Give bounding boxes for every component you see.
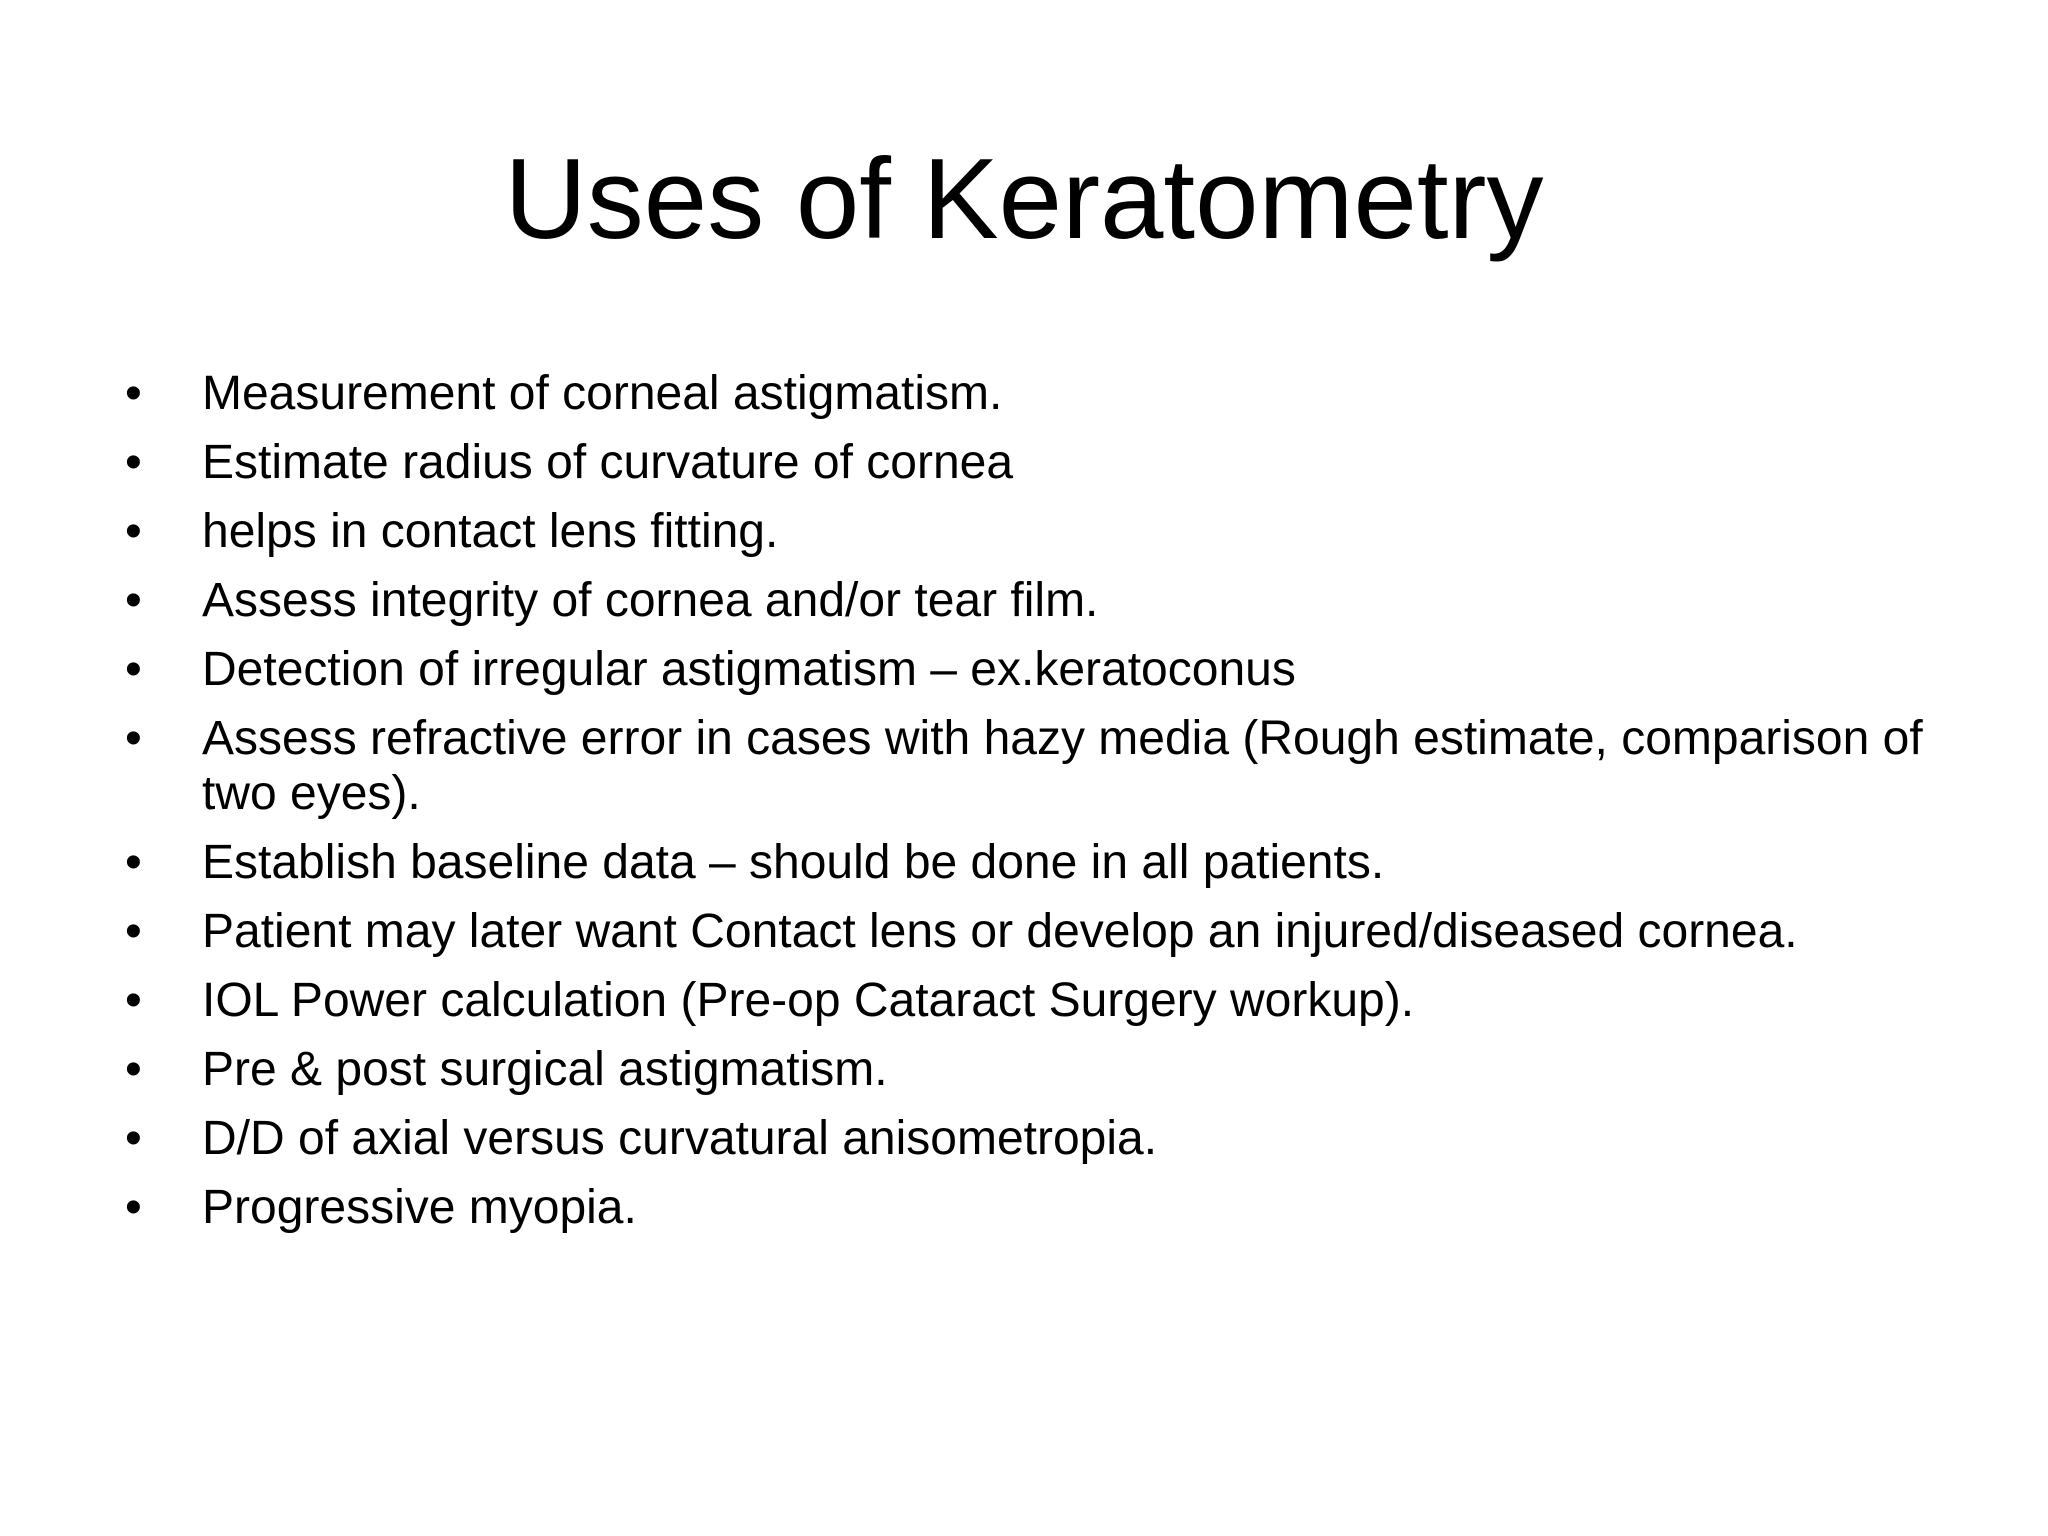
bullet-text: helps in contact lens fitting.: [202, 505, 779, 558]
bullet-item-5: [125, 642, 1985, 697]
bullet-text: Assess refractive error in cases with hazy media (Rough estimate, comparison of two eyes).: [202, 712, 1923, 820]
bullet-text: Progressive myopia.: [202, 1181, 637, 1234]
bullet-text: Detection of irregular astigmatism – ex.keratoconus: [202, 643, 1296, 696]
bullet-icon: •: [125, 1043, 142, 1096]
bullet-item-12: [125, 1180, 1985, 1235]
slide-title: Uses of Keratometry: [504, 136, 1544, 263]
bullet-icon: •: [125, 574, 142, 627]
bullet-text: Patient may later want Contact lens or develop an injured/diseased cornea.: [202, 905, 1798, 958]
bullet-item-2: [125, 435, 1985, 490]
bullet-text: Assess integrity of cornea and/or tear film.: [202, 574, 1099, 627]
bullet-item-4: [125, 573, 1985, 628]
bullet-item-6: [125, 711, 1985, 821]
bullet-icon: •: [125, 436, 142, 489]
bullet-item-1: [125, 366, 1985, 421]
bullet-item-8: [125, 904, 1985, 959]
bullet-text: D/D of axial versus curvatural anisometropia.: [202, 1112, 1158, 1165]
bullet-icon: •: [125, 836, 142, 889]
bullet-item-10: [125, 1042, 1985, 1097]
bullet-icon: •: [125, 1181, 142, 1234]
bullet-text: Measurement of corneal astigmatism.: [202, 367, 1003, 420]
bullet-item-7: [125, 835, 1985, 890]
bullet-icon: •: [125, 367, 142, 420]
bullet-text: Establish baseline data – should be done in all patients.: [202, 836, 1385, 889]
bullet-icon: •: [125, 505, 142, 558]
bullet-text: Estimate radius of curvature of cornea: [202, 436, 1014, 489]
bullet-icon: •: [125, 712, 142, 765]
bullet-item-11: [125, 1111, 1985, 1166]
bullet-text: IOL Power calculation (Pre-op Cataract Surgery workup).: [202, 974, 1415, 1027]
bullet-list: [125, 366, 1985, 1249]
bullet-icon: •: [125, 974, 142, 1027]
bullet-item-9: [125, 973, 1985, 1028]
bullet-text: Pre & post surgical astigmatism.: [202, 1043, 888, 1096]
bullet-item-3: [125, 504, 1985, 559]
bullet-icon: •: [125, 905, 142, 958]
bullet-icon: •: [125, 643, 142, 696]
bullet-icon: •: [125, 1112, 142, 1165]
